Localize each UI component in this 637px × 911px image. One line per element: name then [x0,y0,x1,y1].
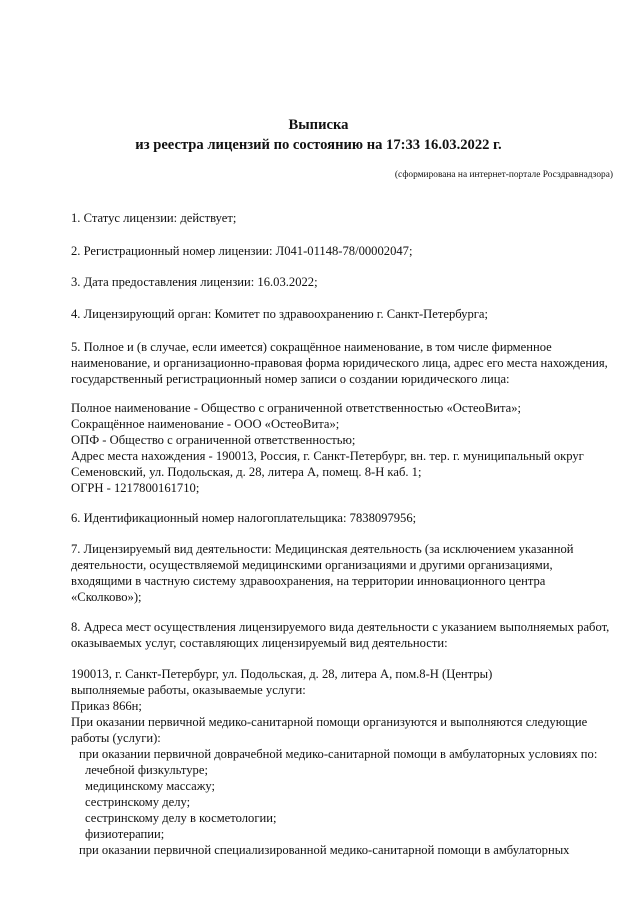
legal-form-line: ОПФ - Общество с ограниченной ответственностью; [71,433,356,447]
subsection-specialized: при оказании первичной специализированной медико-санитарной помощи в амбулаторных [79,843,570,857]
document-title: Выписка [288,117,349,133]
subsection-prehospital: при оказании первичной доврачебной медико-санитарной помощи в амбулаторных условиях по: [79,747,598,761]
service-item: физиотерапии; [85,827,165,841]
short-name-line: Сокращённое наименование - ООО «ОстеоВита»; [71,417,340,431]
service-item: лечебной физкультуре; [85,763,208,777]
item-grant-date: 3. Дата предоставления лицензии: 16.03.2022; [71,275,318,289]
service-item: сестринскому делу в косметологии; [85,811,277,825]
item-addresses-heading: 8. Адреса мест осуществления лицензируемого вида деятельности с указанием выполняемых работ, оказываемых услуг, составляющих лицензируемый вид деятельности: [71,620,610,650]
item-registration-number: 2. Регистрационный номер лицензии: Л041-01148-78/00002047; [71,244,413,258]
primary-care-line: При оказании первичной медико-санитарной помощи организуются и выполняются следующие работы (услуги): [71,715,588,745]
order-line: Приказ 866н; [71,699,142,713]
item-names-heading: 5. Полное и (в случае, если имеется) сокращённое наименование, в том числе фирменное наименование, и организационно-правовая форма юридического лица, адрес его места нахождения, государственный регистрационный номер записи о создании юридического лица: [71,340,608,386]
source-note: (сформирована на интернет-портале Росздравнадзора) [394,170,613,180]
ogrn-line: ОГРН - 1217800161710; [71,481,200,495]
item-inn: 6. Идентификационный номер налогоплательщика: 7838097956; [71,511,417,525]
item-license-status: 1. Статус лицензии: действует; [71,211,237,225]
works-services-line: выполняемые работы, оказываемые услуги: [71,683,306,697]
item-licensed-activity: 7. Лицензируемый вид деятельности: Медицинская деятельность (за исключением указанной деятельности, осуществляемой медицинскими организациями и другими организациями, входящими в частную систему здравоохранения, на территории инновационного центра «Сколково»); [71,542,574,604]
names-details-block [71,400,616,496]
address-line: Адрес места нахождения - 190013, Россия, г. Санкт-Петербург, вн. тер. г. муниципальный округ Семеновский, ул. Подольская, д. 28, литера А, помещ. 8-Н каб. 1; [71,449,584,479]
service-item: сестринскому делу; [85,795,191,809]
address-detail-line: 190013, г. Санкт-Петербург, ул. Подольская, д. 28, литера А, пом.8-Н (Центры) [71,667,493,681]
addresses-block [71,666,616,858]
service-item: медицинскому массажу; [85,779,216,793]
document-subtitle: из реестра лицензий по состоянию на 17:33 16.03.2022 г. [135,137,502,153]
item-licensing-authority: 4. Лицензирующий орган: Комитет по здравоохранению г. Санкт-Петербурга; [71,307,489,321]
full-name-line: Полное наименование - Общество с ограниченной ответственностью «ОстеоВита»; [71,401,522,415]
